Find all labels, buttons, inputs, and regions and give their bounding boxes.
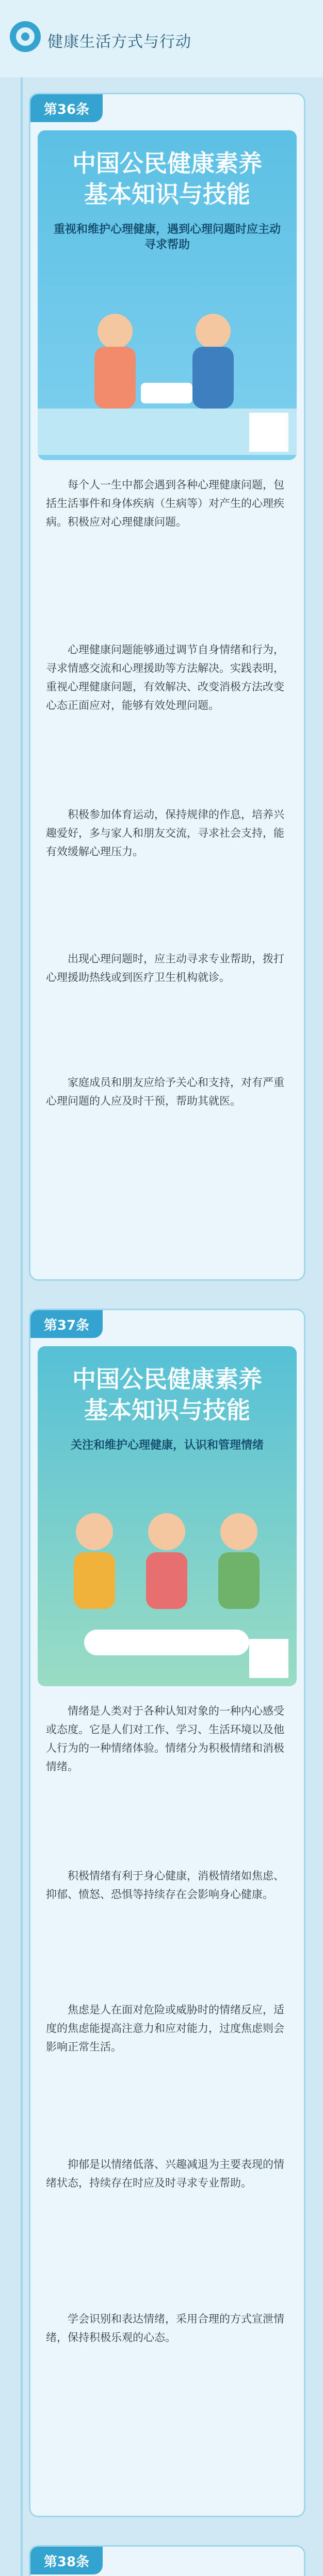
section-card: [29, 1309, 305, 2517]
poster-title: 基本知识与技能: [84, 1396, 250, 1424]
paragraph: 心理健康问题能够通过调节自身情绪和行为，寻求情感交流和心理援助等方法解决。实践表明，重视心理健康问题，有效解决、改变消极方法改变心态正面应对，能够有效处理问题。: [46, 643, 284, 711]
poster-title: 中国公民健康素养: [72, 149, 262, 177]
poster-title: 中国公民健康素养: [72, 1365, 262, 1393]
paragraph: 出现心理问题时，应主动寻求专业帮助，拨打心理援助热线或到医疗卫生机构就诊。: [46, 953, 284, 984]
paragraph: 学会识别和表达情绪，采用合理的方式宣泄情绪，保持积极乐观的心态。: [46, 2313, 284, 2344]
qr-code: [249, 413, 288, 452]
poster: [38, 130, 297, 460]
section-badge: 第37条: [30, 1310, 103, 1338]
section-badge: 第36条: [30, 94, 103, 122]
section-card: [29, 93, 305, 1281]
poster-title: 基本知识与技能: [84, 180, 250, 208]
poster-subtitle: 重视和维护心理健康，遇到心理问题时应主动寻求帮助: [53, 223, 281, 251]
logo-icon: [7, 19, 43, 55]
paragraph: 积极参加体育运动，保持规律的作息，培养兴趣爱好，多与家人和朋友交流，寻求社会支持，能有效缓解心理压力。: [46, 808, 284, 858]
paragraph: 抑郁是以情绪低落、兴趣减退为主要表现的情绪状态，持续存在时应及时寻求专业帮助。: [46, 2158, 284, 2189]
timeline-line: [21, 77, 23, 2576]
paragraph: 焦虑是人在面对危险或威胁时的情绪反应，适度的焦虑能提高注意力和应对能力，过度焦虑则会影响正常生活。: [46, 2004, 284, 2053]
paragraph: 积极情绪有利于身心健康，消极情绪如焦虑、抑郁、愤怒、恐惧等持续存在会影响身心健康。: [46, 1870, 284, 1901]
poster: [38, 1346, 297, 1686]
poster-subtitle: 关注和维护心理健康，认识和管理情绪: [70, 1439, 264, 1452]
paragraph: 每个人一生中都会遇到各种心理健康问题，包括生活事件和身体疾病（生病等）对产生的心理疾病。积极应对心理健康问题。: [46, 479, 284, 528]
section-card: [29, 2545, 305, 2576]
paragraph: 情绪是人类对于各种认知对象的一种内心感受或态度。它是人们对工作、学习、生活环境以及他人行为的一种情绪体验。情绪分为积极情绪和消极情绪。: [46, 1705, 284, 1773]
section-badge: 第38条: [30, 2547, 103, 2574]
page-title: 健康生活方式与行动: [47, 33, 191, 51]
qr-code: [249, 1639, 288, 1678]
header-bar: [0, 0, 323, 77]
paragraph: 家庭成员和朋友应给予关心和支持，对有严重心理问题的人应及时干预，帮助其就医。: [46, 1076, 284, 1107]
